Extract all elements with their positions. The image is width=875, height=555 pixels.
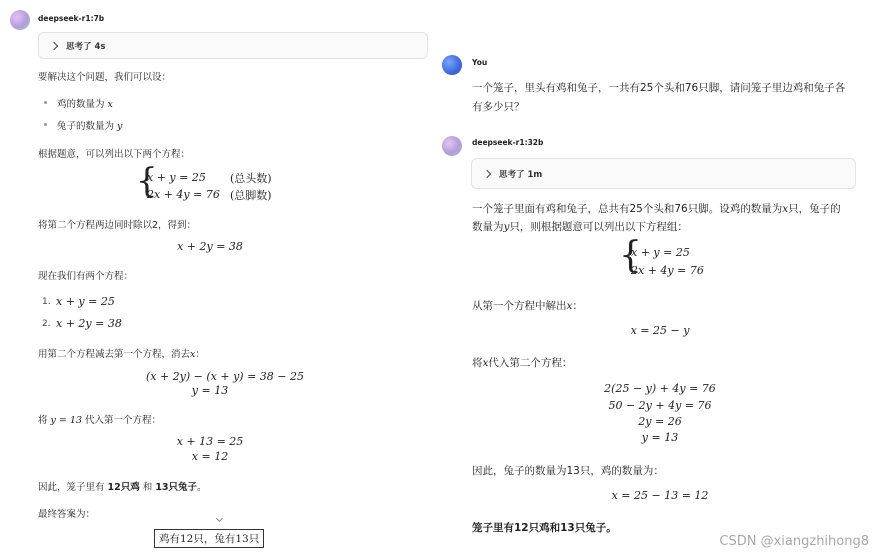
equation: 50 − 2y + 4y = 76 — [608, 399, 712, 412]
equation: 2(25 − y) + 4y = 76 — [604, 382, 716, 395]
equation: x + y = 25 — [147, 171, 206, 184]
model-name: deepseek-r1:32b — [472, 138, 544, 147]
equation: y = 13 — [191, 384, 229, 397]
list-item: 鸡的数量为 x — [57, 99, 113, 110]
thought-label: 思考了 4s — [66, 41, 106, 52]
chevron-down-icon[interactable] — [216, 515, 223, 522]
equation: x + 2y = 38 — [56, 317, 122, 330]
setup-text: 数量为y只，则根据题意可以列出以下方程组： — [472, 221, 688, 233]
equation: x + y = 25 — [631, 246, 690, 259]
equation: 2y = 26 — [638, 415, 682, 428]
equation: (x + 2y) − (x + y) = 38 − 25 — [145, 370, 305, 383]
final-answer-box: 鸡有12只，兔有13只 — [154, 529, 264, 548]
thought-toggle[interactable] — [471, 158, 856, 189]
brace: { — [619, 235, 642, 276]
divide-text: 将第二个方程两边同时除以2，得到： — [38, 220, 197, 231]
equation: 2x + 4y = 76 — [147, 188, 220, 201]
model-name: deepseek-r1:7b — [38, 14, 105, 23]
thought-toggle[interactable] — [38, 32, 428, 59]
now-text: 现在我们有两个方程： — [38, 271, 134, 282]
equation: x = 25 − y — [630, 324, 690, 337]
plug-text: 将 y = 13 代入第一个方程： — [38, 415, 162, 426]
bullet — [44, 101, 47, 104]
equation-note: (总头数) — [230, 172, 272, 185]
final-answer: 笼子里有12只鸡和13只兔子。 — [472, 522, 617, 534]
equation-note: (总脚数) — [230, 189, 272, 202]
equation: x + y = 25 — [56, 295, 115, 308]
brace: { — [136, 161, 158, 201]
setup-text: 根据题意，可以列出以下两个方程： — [38, 149, 191, 160]
chevron-right-icon — [50, 41, 58, 49]
question-text: 一个笼子，里头有鸡和兔子，一共有25个头和76只脚，请问笼子里边鸡和兔子各 — [472, 82, 846, 94]
result-text: 因此，兔子的数量为13只，鸡的数量为： — [472, 465, 664, 477]
solve-text: 从第一个方程中解出x： — [472, 300, 583, 312]
equation: x + 13 = 25 — [176, 435, 244, 448]
list-number: 1. — [42, 297, 51, 307]
model-avatar — [442, 136, 462, 156]
user-name: You — [472, 58, 488, 67]
watermark: CSDN @xiangzhihong8 — [719, 534, 869, 549]
user-avatar — [442, 55, 462, 75]
list-number: 2. — [42, 319, 51, 329]
subtract-text: 用第二个方程减去第一个方程，消去x： — [38, 349, 205, 360]
model-avatar — [10, 10, 30, 30]
equation: y = 13 — [641, 431, 679, 444]
equation: 2x + 4y = 76 — [631, 264, 704, 277]
question-text: 有多少只？ — [472, 101, 525, 113]
setup-text: 一个笼子里面有鸡和兔子，总共有25个头和76只脚。设鸡的数量为x只，兔子的 — [472, 203, 841, 215]
final-label: 最终答案为： — [38, 509, 96, 520]
bullet — [44, 123, 47, 126]
list-item: 兔子的数量为 y — [57, 121, 123, 132]
thought-label: 思考了 1m — [499, 169, 543, 180]
equation: x + 2y = 38 — [177, 240, 243, 253]
chevron-right-icon — [483, 169, 491, 177]
equation: x = 25 − 13 = 12 — [611, 489, 709, 502]
conclusion-text: 因此，笼子里有 12只鸡 和 13只兔子。 — [38, 482, 207, 493]
equation: x = 12 — [191, 450, 229, 463]
intro-text: 要解决这个问题，我们可以设： — [38, 72, 172, 83]
substitute-text: 将x代入第二个方程： — [472, 357, 573, 369]
